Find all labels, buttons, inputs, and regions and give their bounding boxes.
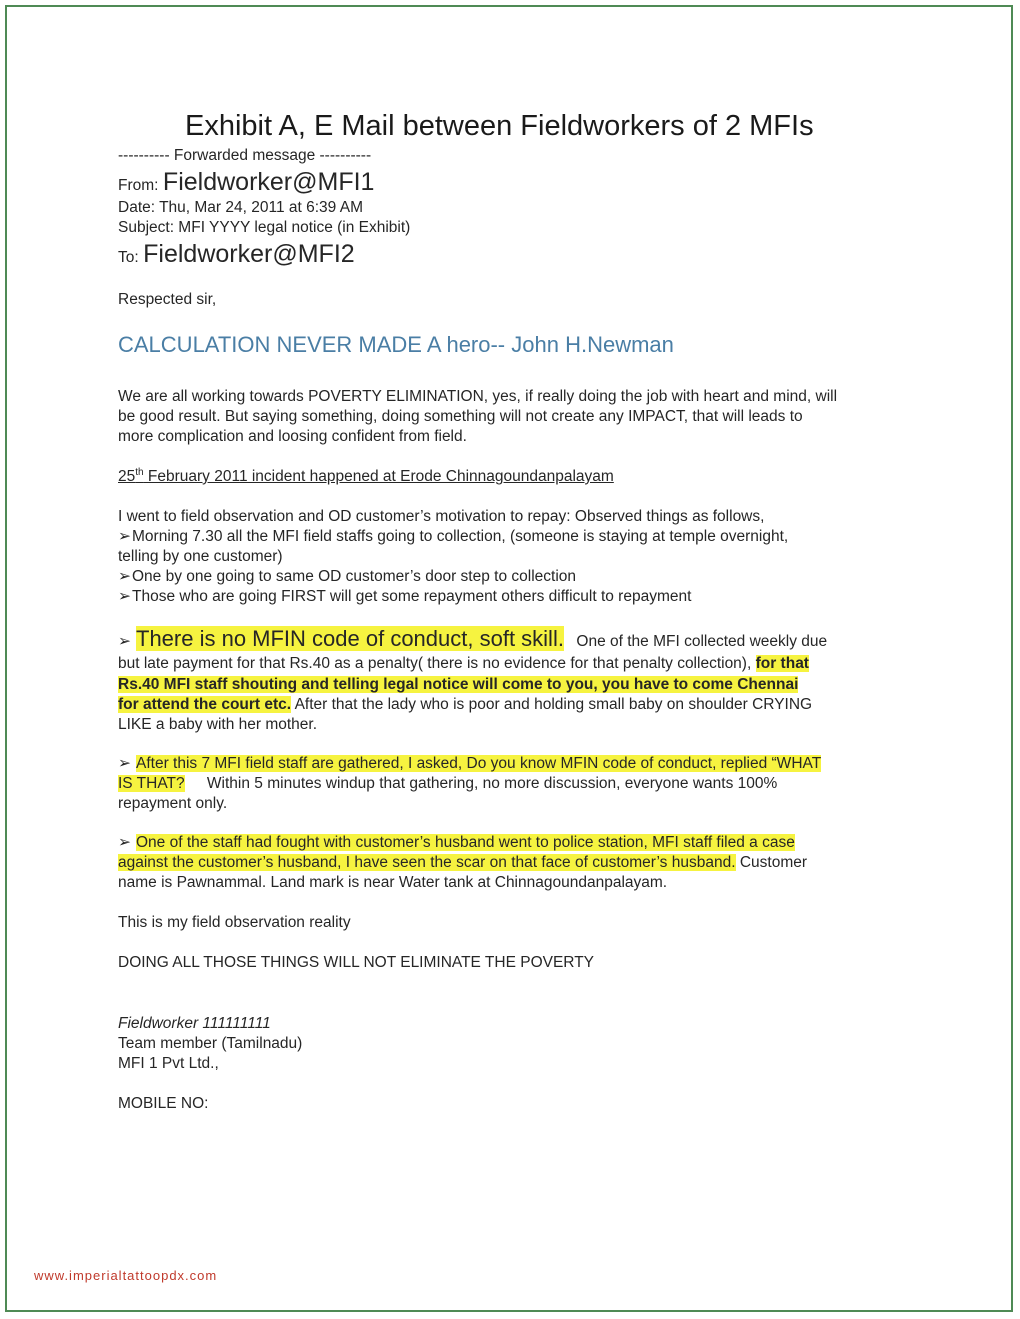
p1-line-4-bold: for attend the court etc. <box>118 696 292 713</box>
p1-highlight-heading: There is no MFIN code of conduct, soft skill. <box>136 626 564 651</box>
bullet-2-text: One by one going to same OD customer’s door step to collection <box>132 568 576 585</box>
bullet-arrow-icon: ➢ <box>118 568 131 585</box>
p2-line-1-text: After this 7 MFI field staff are gathered, I asked, Do you know MFIN code of conduct, replied “WHAT <box>136 755 822 772</box>
bullet-item-3 <box>118 587 691 607</box>
p3-line-2 <box>118 853 807 873</box>
incident-heading <box>118 467 614 487</box>
to-address: Fieldworker@MFI2 <box>143 240 355 268</box>
p1-line-1-text: One of the MFI collected weekly due <box>576 633 828 650</box>
watermark: www.imperialtattoopdx.com <box>34 1268 218 1283</box>
p2-line-1 <box>118 754 821 774</box>
p1-line-2-bold: for that <box>755 655 809 672</box>
bullet-arrow-icon: ➢ <box>118 633 131 650</box>
observation-lead: I went to field observation and OD customer’s motivation to repay: Observed things as follows, <box>118 508 765 525</box>
incident-day: 25 <box>118 468 136 485</box>
p3-line-3: name is Pawnammal. Land mark is near Water tank at Chinnagoundanpalayam. <box>118 874 668 891</box>
signature-role: Team member (Tamilnadu) <box>118 1035 303 1052</box>
intro-line-2: be good result. But saying something, doing something will not create any IMPACT, that will leads to <box>118 408 803 425</box>
p1-line-5: LIKE a baby with her mother. <box>118 716 318 733</box>
bullet-1-text: Morning 7.30 all the MFI field staffs going to collection, (someone is staying at temple overnight, <box>132 528 789 545</box>
bullet-arrow-icon: ➢ <box>118 834 131 851</box>
incident-text: February 2011 incident happened at Erode Chinnagoundanpalayam <box>143 468 614 485</box>
to-label: To: <box>118 249 139 266</box>
date-line: Date: Thu, Mar 24, 2011 at 6:39 AM <box>118 199 363 216</box>
p2-line-2-highlight: IS THAT? <box>118 775 185 792</box>
p2-line-2 <box>118 774 777 794</box>
p1-line-3-bold: Rs.40 MFI staff shouting and telling legal notice will come to you, you have to come Chennai <box>118 676 799 693</box>
from-label: From: <box>118 177 159 194</box>
bullet-item-1-cont: telling by one customer) <box>118 548 283 565</box>
p1-line-2-text: but late payment for that Rs.40 as a penalty( there is no evidence for that penalty collection), <box>118 655 752 672</box>
signature-org: MFI 1 Pvt Ltd., <box>118 1055 219 1072</box>
forwarded-line: ---------- Forwarded message ---------- <box>118 147 372 164</box>
incident-sup: th <box>135 466 144 478</box>
p1-line-1 <box>118 626 827 652</box>
p1-line-4-text: After that the lady who is poor and holding small baby on shoulder CRYING <box>294 696 813 713</box>
from-line <box>118 168 374 197</box>
signature-mobile: MOBILE NO: <box>118 1095 209 1112</box>
reality-line: This is my field observation reality <box>118 914 351 931</box>
p3-line-1-text: One of the staff had fought with customer’s husband went to police station, MFI staff filed a case <box>136 834 795 851</box>
signature-name: Fieldworker 111111111 <box>118 1015 271 1032</box>
bullet-arrow-icon: ➢ <box>118 755 131 772</box>
greeting: Respected sir, <box>118 291 217 308</box>
bullet-arrow-icon: ➢ <box>118 588 131 605</box>
subject-line: Subject: MFI YYYY legal notice (in Exhibit) <box>118 219 411 236</box>
p2-line-2-text: Within 5 minutes windup that gathering, no more discussion, everyone wants 100% <box>206 775 778 792</box>
from-address: Fieldworker@MFI1 <box>162 168 375 196</box>
bullet-3-text: Those who are going FIRST will get some repayment others difficult to repayment <box>132 588 692 605</box>
intro-line-3: more complication and loosing confident from field. <box>118 428 467 445</box>
bullet-arrow-icon: ➢ <box>118 528 131 545</box>
p3-line-2-text: Customer <box>739 854 808 871</box>
p3-line-2-highlight: against the customer’s husband, I have seen the scar on that face of customer’s husband. <box>118 854 736 871</box>
to-line <box>118 240 355 269</box>
bullet-item-1 <box>118 527 788 547</box>
p1-line-4 <box>118 695 812 715</box>
bullet-item-2 <box>118 567 576 587</box>
intro-line-1: We are all working towards POVERTY ELIMINATION, yes, if really doing the job with heart and mind, will <box>118 388 838 405</box>
quote: CALCULATION NEVER MADE A hero-- John H.Newman <box>118 332 674 357</box>
p1-line-3 <box>118 675 798 695</box>
p2-line-3: repayment only. <box>118 795 228 812</box>
p1-line-2 <box>118 654 809 674</box>
page-title: Exhibit A, E Mail between Fieldworkers of 2 MFIs <box>185 110 814 142</box>
p3-line-1 <box>118 833 795 853</box>
closing-line: DOING ALL THOSE THINGS WILL NOT ELIMINATE THE POVERTY <box>118 954 595 971</box>
